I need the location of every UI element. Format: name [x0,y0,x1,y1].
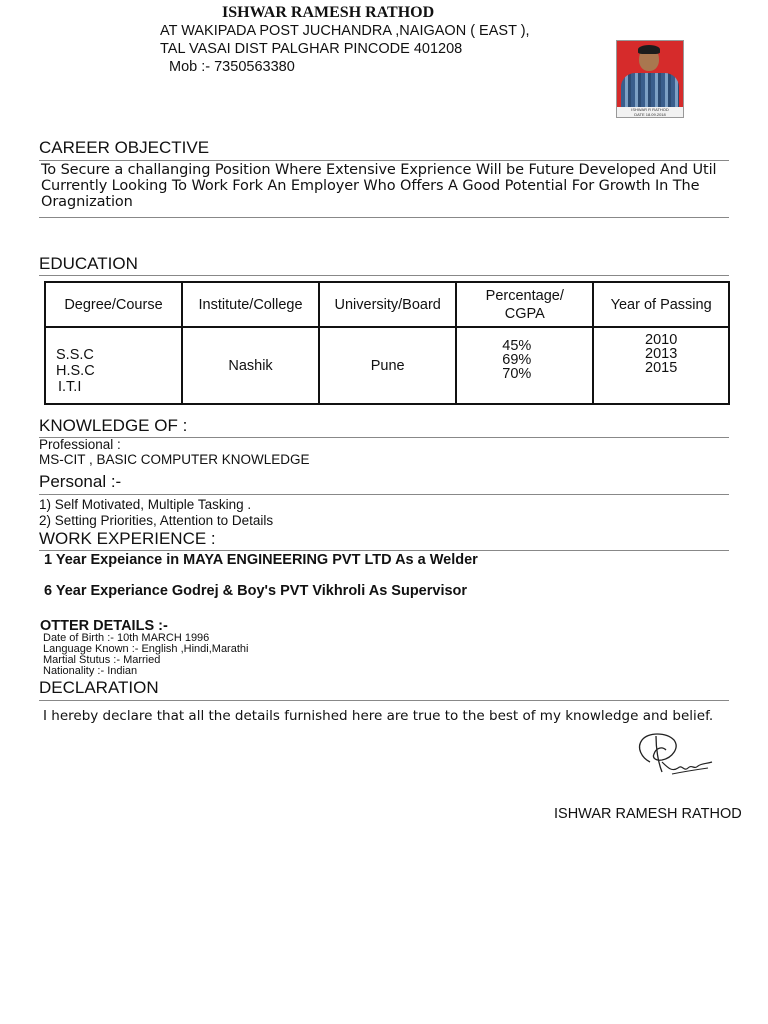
other-detail-item: Nationality :- Indian [43,665,138,677]
percentage-item: 70% [502,366,532,382]
table-row [45,327,729,404]
year-item: 2010 [645,332,678,348]
knowledge-heading: KNOWLEDGE OF : [39,416,188,435]
mobile-number: Mob :- 7350563380 [169,59,295,75]
column-header: Year of Passing [593,282,729,327]
divider [39,160,729,161]
career-objective-heading: CAREER OBJECTIVE [39,138,210,157]
education-heading: EDUCATION [39,254,138,273]
declaration-text: I hereby declare that all the details furnished here are true to the best of my knowledge and belief. [43,708,714,724]
professional-label: Professional : [39,437,121,452]
divider [39,494,729,495]
other-details-list [43,633,248,677]
photo-caption [617,107,683,117]
professional-value: MS-CIT , BASIC COMPUTER KNOWLEDGE [39,452,310,467]
photo-caption-line-2: DATE 18.09.2018 [634,112,666,117]
personal-item: 1) Self Motivated, Multiple Tasking . [39,497,252,512]
signature-image [632,728,718,784]
declaration-heading: DECLARATION [39,678,159,697]
percentage-item: 45% [502,338,532,354]
other-detail-item: Language Known :- English ,Hindi,Marathi [43,643,249,655]
percentage-item: 69% [502,352,532,368]
degree-cell [45,327,182,404]
photo-shirt [621,73,679,107]
divider [39,217,729,218]
photo-hair [638,45,660,54]
divider [39,275,729,276]
work-experience-heading: WORK EXPERIENCE : [39,529,216,548]
column-header-text: Percentage/ CGPA [485,287,564,322]
divider [39,700,729,701]
personal-item: 2) Setting Priorities, Attention to Details [39,513,274,528]
address-line-1: AT WAKIPADA POST JUCHANDRA ,NAIGAON ( EAST ), [160,23,530,39]
column-header: University/Board [319,282,456,327]
education-table [44,281,730,405]
address-block [160,22,530,76]
profile-photo [616,40,684,118]
year-item: 2015 [645,360,678,376]
year-item: 2013 [645,346,678,362]
other-detail-item: Martial Stutus :- Married [43,654,161,666]
degree-item: S.S.C [56,346,94,363]
address-line-2: TAL VASAI DIST PALGHAR PINCODE 401208 [160,41,463,57]
column-header: Institute/College [182,282,319,327]
career-objective-text: To Secure a challanging Position Where Extensive Exprience Will be Future Developed And Util Currently Looking To Work Fork An Employer Who Offers A Good Potential For Growth In The Oragnization [41,162,717,210]
other-detail-item: Date of Birth :- 10th MARCH 1996 [43,632,210,644]
divider [39,437,729,438]
other-details-heading: OTTER DETAILS :- [40,618,168,634]
applicant-name: ISHWAR RAMESH RATHOD [222,4,435,21]
divider [39,550,729,551]
year-cell [593,327,729,404]
signature-name: ISHWAR RAMESH RATHOD [554,806,742,822]
degree-item: H.S.C [56,362,95,379]
work-item: 6 Year Experiance Godrej & Boy's PVT Vikhroli As Supervisor [44,583,468,599]
work-item: 1 Year Expeiance in MAYA ENGINEERING PVT LTD As a Welder [44,552,478,568]
degree-item: I.T.I [58,378,82,395]
personal-heading: Personal :- [39,472,122,491]
percentage-cell [456,327,593,404]
photo-caption-line-1: ISHWAR R RATHOD [631,107,669,112]
column-header: Degree/Course [45,282,182,327]
university-cell: Pune [319,327,456,404]
column-header [456,282,593,327]
institute-cell: Nashik [182,327,319,404]
table-header-row [45,282,729,327]
